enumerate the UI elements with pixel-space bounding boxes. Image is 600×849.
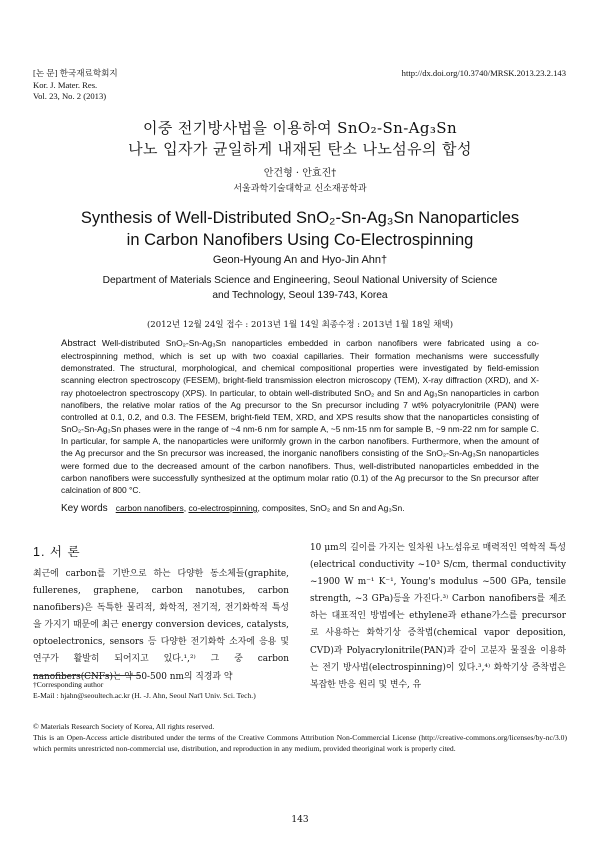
page-number: 143 [291, 815, 309, 825]
journal-header [33, 68, 118, 103]
english-affiliation-line-1: Department of Materials Science and Engineering, Seoul National University of Science [102, 275, 498, 286]
keywords-label: Key words [61, 503, 108, 514]
english-title [0, 207, 600, 251]
english-title-line-2: in Carbon Nanofibers Using Co-Electrospinning [126, 231, 474, 249]
doi-link[interactable]: http://dx.doi.org/10.3740/MRSK.2013.23.2.143 [401, 68, 566, 78]
body-right-column: 10 μm의 길이를 가지는 일차원 나노섬유로 매력적인 역학적 특성(electrical conductivity ~10³ S/cm, thermal conductivity ~1900 W m⁻¹ K⁻¹, Young's modulus ~500 GPa, tensile strength, ~3 GPa)등을 가진다.³⁾ Carbon nanofibers를 제조하는 대표적인 방법에는 ethylene과 ethane가스를 precursor로 사용하는 화학기상 증착법(chemical vapor deposition, CVD)과 Polyacrylonitrile(PAN)과 같이 고분자 물질을 이용하는 전기 방사법(electrospinning)이 있다.³,⁴⁾ 화학기상 증착법은 복잡한 반응 원리 및 변수, 유 [310, 543, 566, 690]
journal-name-english: Kor. J. Mater. Res. [33, 79, 98, 90]
english-affiliation-line-2: and Technology, Seoul 139-743, Korea [212, 290, 388, 301]
section-heading: 1. 서 론 [33, 545, 81, 559]
keyword-co-electrospinning: co-electrospinning [188, 503, 258, 513]
journal-name-korean: [논 문] 한국재료학회지 [33, 68, 118, 78]
submission-dates: (2012년 12월 24일 접수 : 2013년 1월 14일 최종수정 : 2013년 1월 18일 채택) [146, 320, 454, 330]
body-left-column: 최근에 carbon를 기반으로 하는 다양한 동소체들(graphite, fullerenes, graphene, carbon nanotubes, carbon nanofibers)은 독특한 물리적, 화학적, 전기적, 전기화학적 특성을 가지기 때문에 최근 energy conversion devices, catalysts, optoelectronics, sensors 등 다양한 전기화학 소자에 응용 및 연구가 활발히 되어지고 있다.¹,²⁾ 그 중 carbon nanofibers(CNFs)는 약 50-500 nm의 직경과 약 [33, 569, 289, 682]
abstract [61, 337, 539, 496]
keywords-rest: , composites, SnO₂ and Sn and Ag₃Sn. [257, 503, 405, 513]
footnote [33, 679, 256, 701]
copyright-notice [33, 721, 567, 754]
keyword-carbon-nanofibers: carbon nanofibers [115, 503, 184, 513]
english-title-line-1: Synthesis of Well-Distributed SnO₂-Sn-Ag₃Sn Nanoparticles [80, 209, 520, 227]
korean-title [0, 118, 600, 160]
korean-authors: 안건형 · 안효진† [263, 168, 337, 179]
korean-title-line-1: 이중 전기방사법을 이용하여 SnO₂-Sn-Ag₃Sn [142, 119, 458, 137]
journal-volume: Vol. 23, No. 2 (2013) [33, 91, 107, 101]
corresponding-email: E-Mail : hjahn@seoultech.ac.kr (H. -J. Ahn, Seoul Nat'l Univ. Sci. Tech.) [33, 691, 256, 700]
footnote-divider [33, 675, 141, 676]
english-authors: Geon-Hyoung An and Hyo-Jin Ahn† [212, 254, 388, 266]
english-affiliation [0, 273, 600, 303]
copyright-line: © Materials Research Society of Korea, All rights reserved. [33, 722, 215, 731]
abstract-label: Abstract [61, 338, 96, 349]
abstract-text: Well-distributed SnO₂-Sn-Ag₃Sn nanoparticles embedded in carbon nanofibers were fabricated using a co-electrospinning method, which is set up with two coaxial capillaries. Their formation mechanisms were successfully demonstrated. The structural, morphological, and chemical compositional properties were investigated by field-emission scanning electron spectroscopy (FESEM), bright-field transmission electron microscopy (TEM), X-ray diffraction (XRD), and X-ray photoelectron spectroscopy (XPS). In particular, to obtain well-distributed SnO₂ and Sn and Ag₃Sn nanoparticles in carbon nanofibers, the relative molar ratios of the Ag precursor to the Sn precursor including 7 wt% polyacrylonitrile (PAN) were controlled at 0.1, 0.2, and 0.3. The FESEM, bright-field TEM, XRD, and XPS results show that the nanoparticles consisting of SnO₂-Sn-Ag₃Sn phases were in the range of ~4 nm-6 nm for sample A, ~5 nm-15 nm for sample B, ~9 nm-22 nm for sample C. In particular, for sample A, the nanoparticles were uniformly grown in the carbon nanofibers. Furthermore, when the amount of the Ag precursor and the Sn precursor was increased, the inorganic nanofibers consisting of the SnO₂-Sn-Ag₃Sn nanoparticles were formed due to the decreased amount of the carbon nanofibers. Thus, well-distributed nanoparticles embedded in the carbon nanofibers were successfully synthesized at the optimum molar ratio (0.1) of the Ag precursor to the Sn precursor after calcination of 800 °C. [61, 338, 539, 495]
keywords: Key words carbon nanofibers, co-electrospinning, composites, SnO₂ and Sn and Ag₃Sn. [61, 503, 405, 514]
korean-affiliation: 서울과학기술대학교 신소재공학과 [233, 184, 367, 194]
korean-title-line-2: 나노 입자가 균일하게 내재된 탄소 나노섬유의 합성 [128, 140, 472, 158]
license-text: This is an Open-Access article distributed under the terms of the Creative Commons Attribution Non-Commercial License (http://creative-commons.org/licenses/by-nc/3.0) which permits unrestricted non-commercial use, distribution, and reproduction in any medium, provided theoriginal work is properly cited. [33, 733, 567, 753]
corresponding-author-note: †Corresponding author [33, 680, 104, 689]
